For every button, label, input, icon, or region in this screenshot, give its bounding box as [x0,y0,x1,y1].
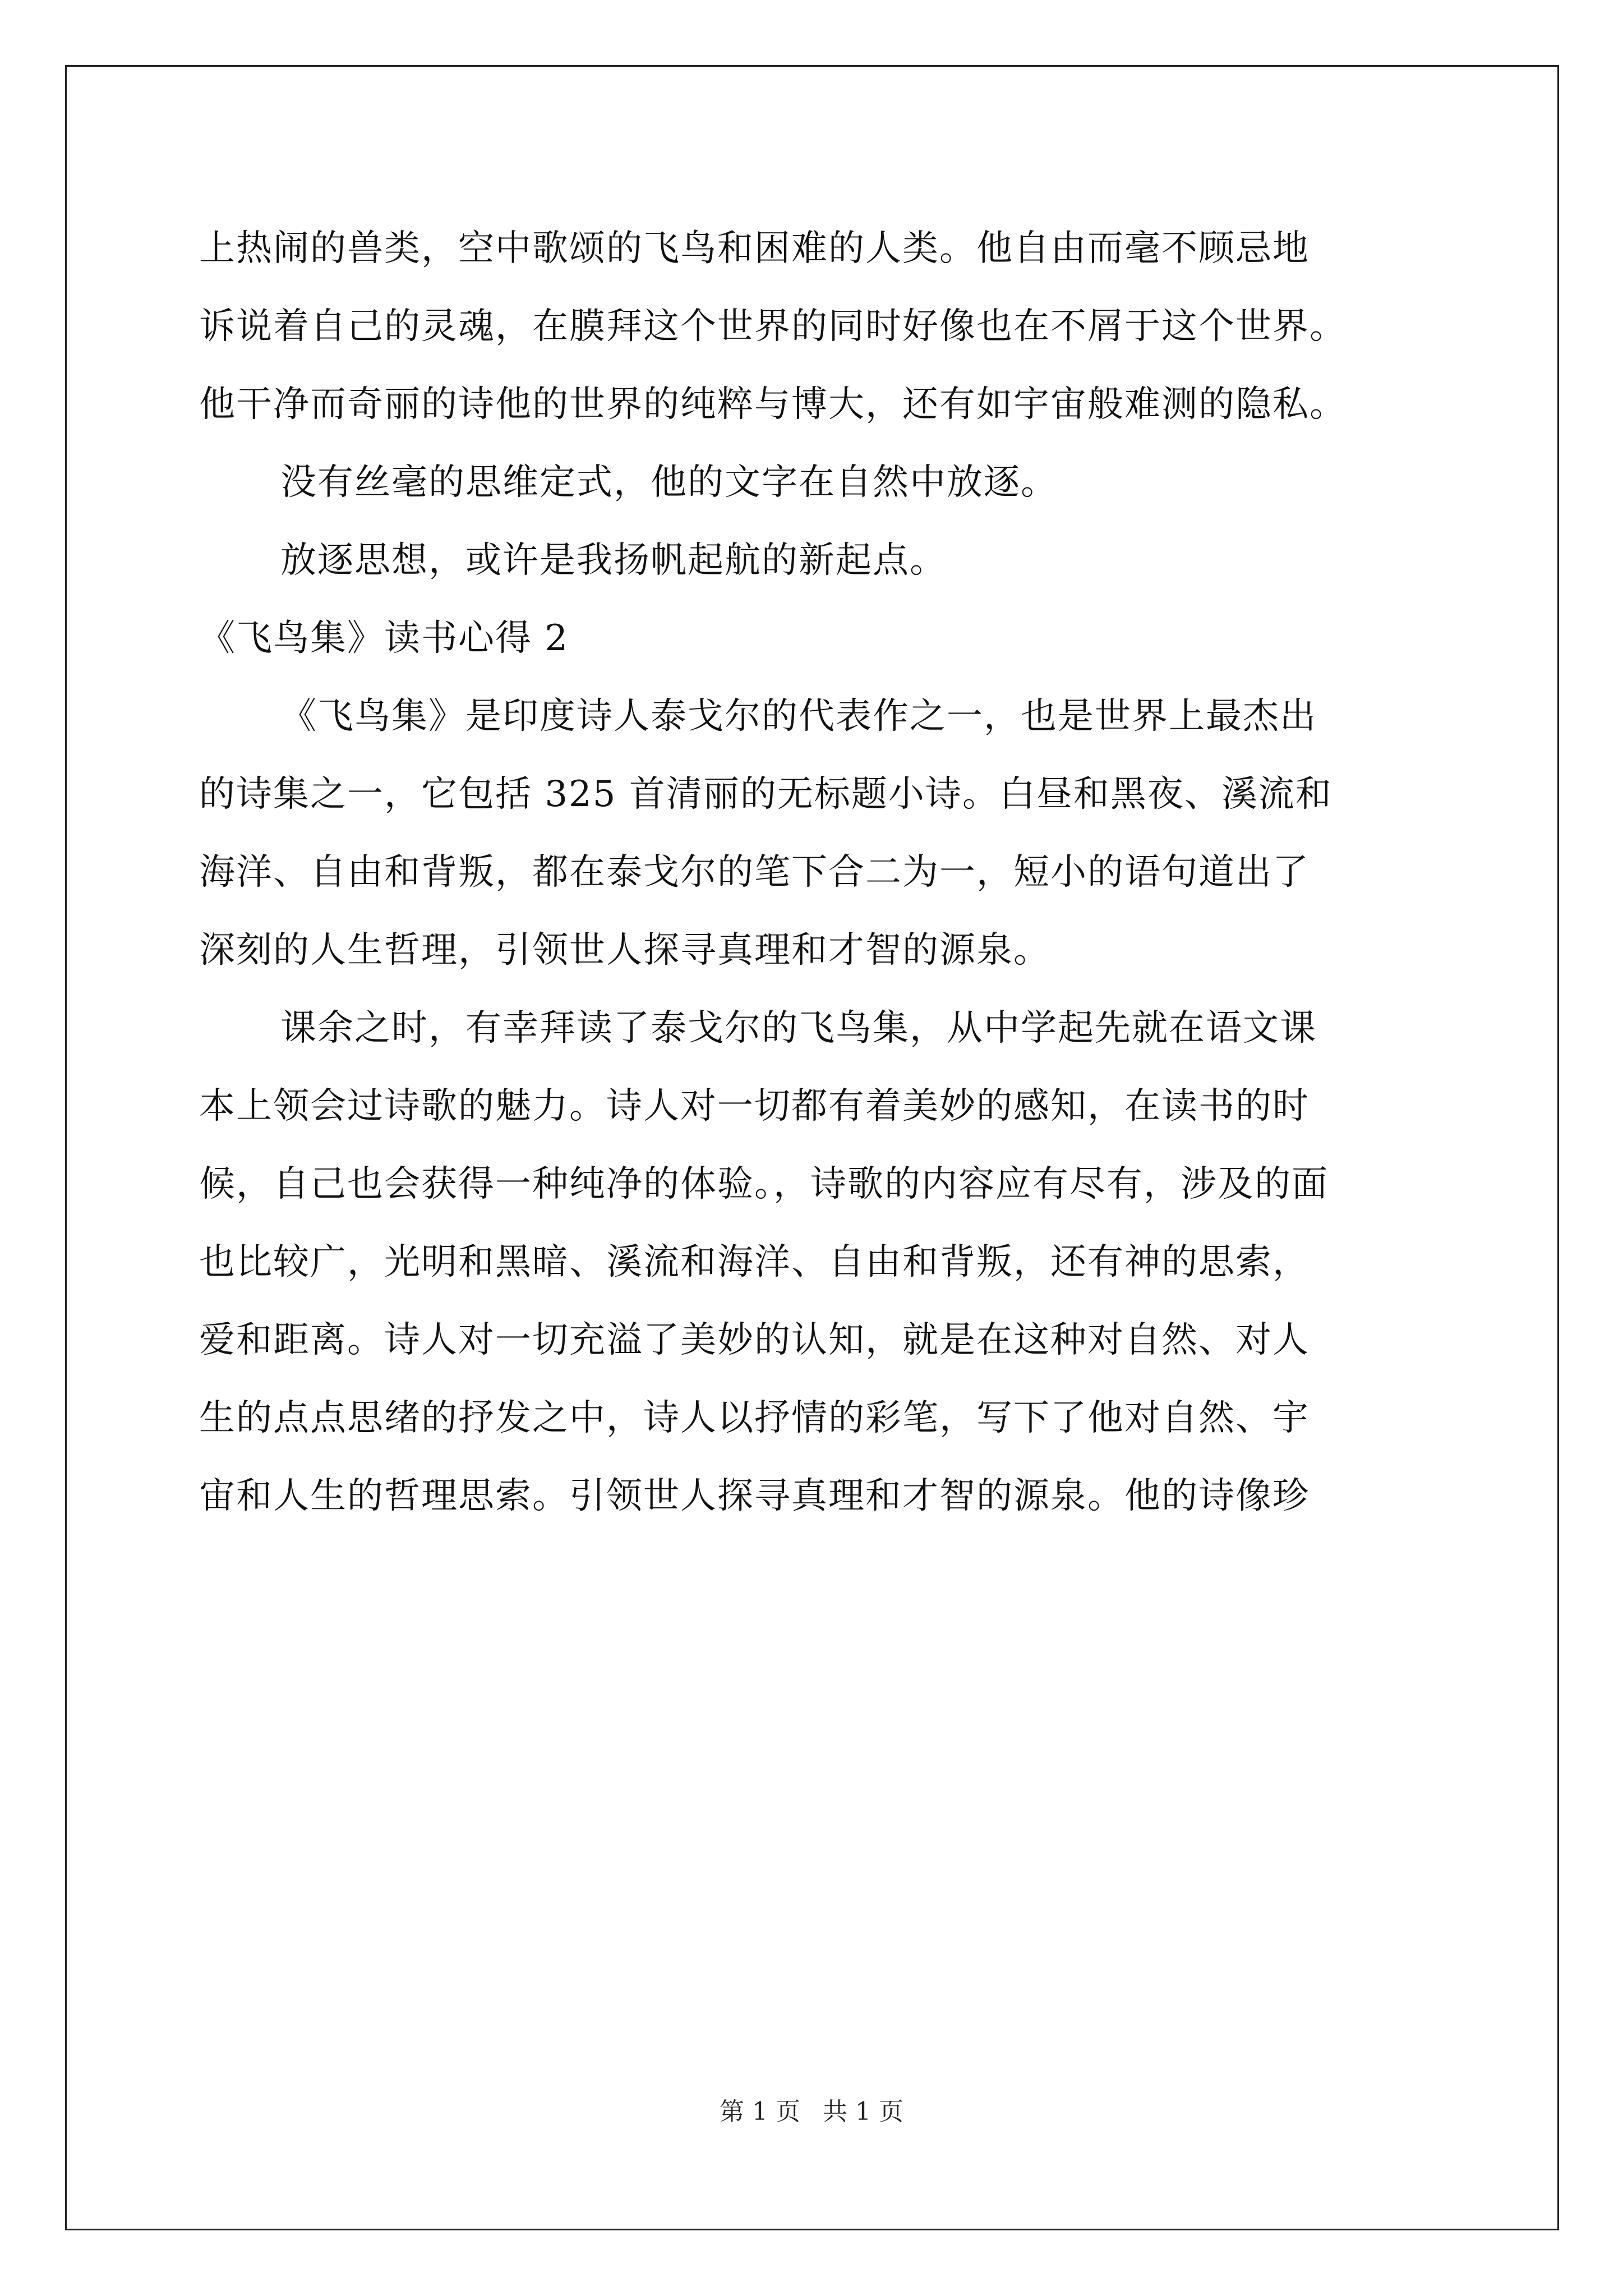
body-text-line: 爱和距离。诗人对一切充溢了美妙的认知，就是在这种对自然、对人 [199,1319,1310,1361]
body-text-line: 生的点点思绪的抒发之中，诗人以抒情的彩笔，写下了他对自然、宇 [199,1397,1310,1439]
page-number: 第 1 页 [720,2097,800,2126]
body-text-line: 没有丝毫的思维定式，他的文字在自然中放逐。 [280,462,1058,503]
section-heading: 《飞鸟集》读书心得 2 [199,618,569,659]
body-text-line: 本上领会过诗歌的魅力。诗人对一切都有着美妙的感知，在读书的时 [199,1085,1310,1127]
body-text-line: 《飞鸟集》是印度诗人泰戈尔的代表作之一，也是世界上最杰出 [280,696,1317,737]
body-text-line: 深刻的人生哲理，引领世人探寻真理和才智的源泉。 [199,930,1050,971]
body-text-line: 课余之时，有幸拜读了泰戈尔的飞鸟集，从中学起先就在语文课 [280,1007,1317,1049]
body-text-line: 也比较广，光明和黑暗、溪流和海洋、自由和背叛，还有神的思索， [199,1241,1310,1283]
body-text-line: 他干净而奇丽的诗他的世界的纯粹与博大，还有如宇宙般难测的隐私。 [199,384,1347,425]
body-text-line: 上热闹的兽类，空中歌颂的飞鸟和困难的人类。他自由而毫不顾忌地 [199,228,1310,269]
body-text-line: 放逐思想，或许是我扬帆起航的新起点。 [280,540,947,581]
page-total: 共 1 页 [823,2097,903,2126]
page-footer [0,2095,1623,2129]
body-text-line: 的诗集之一，它包括 325 首清丽的无标题小诗。白昼和黑夜、溪流和 [199,774,1332,815]
body-text-line: 诉说着自己的灵魂，在膜拜这个世界的同时好像也在不屑于这个世界。 [199,306,1347,347]
body-text-line: 候，自己也会获得一种纯净的体验。，诗歌的内容应有尽有，涉及的面 [199,1163,1329,1205]
body-text-line: 海洋、自由和背叛，都在泰戈尔的笔下合二为一，短小的语句道出了 [199,852,1310,893]
body-text-line: 宙和人生的哲理思索。引领世人探寻真理和才智的源泉。他的诗像珍 [199,1475,1310,1517]
